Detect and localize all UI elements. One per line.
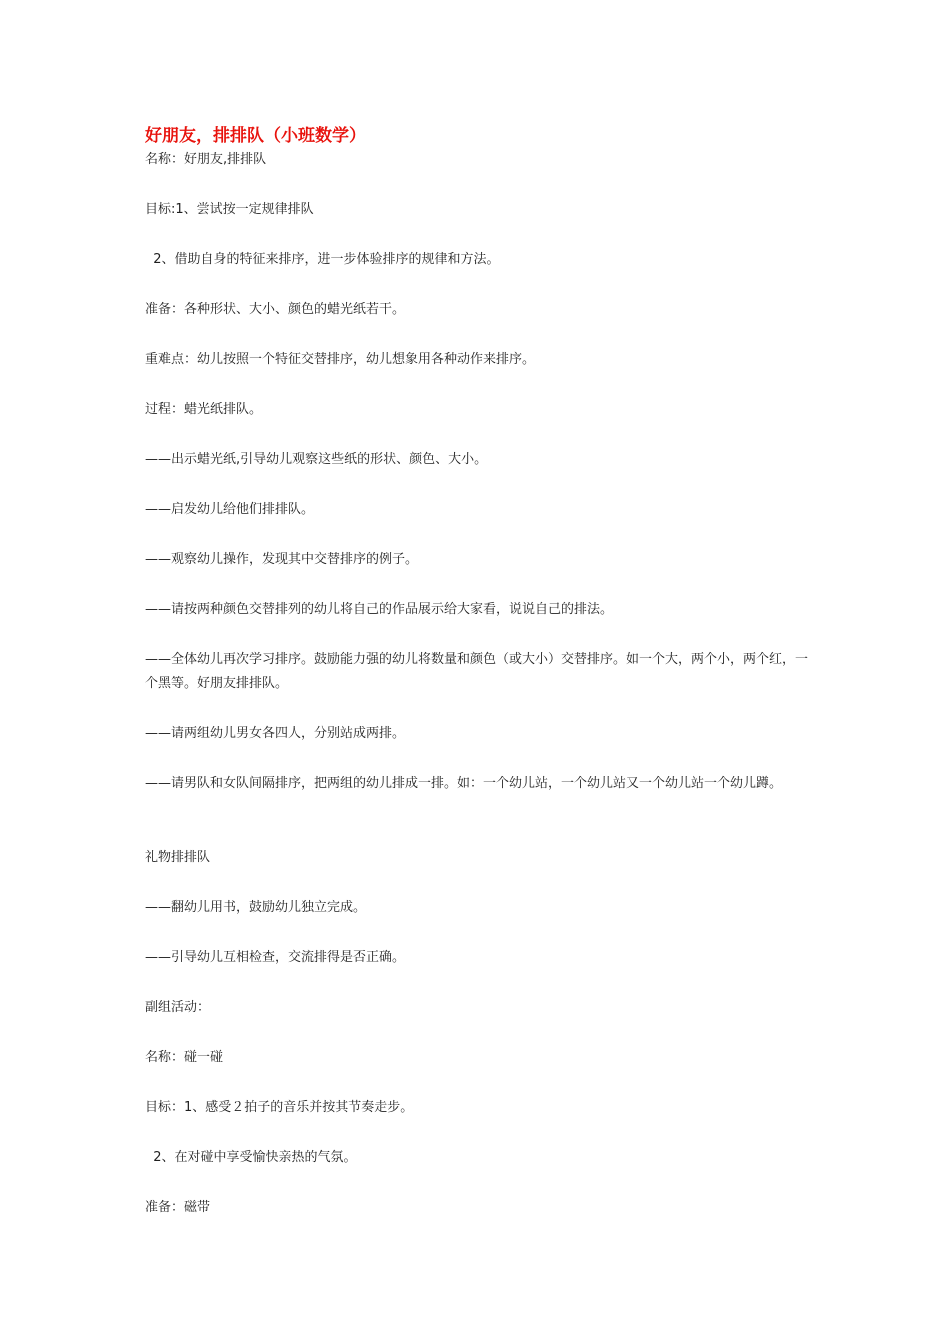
paragraph-step: ——启发幼儿给他们排排队。 [145, 502, 315, 517]
paragraph-sub-preparation: 准备：磁带 [145, 1200, 211, 1215]
paragraph-sub-activity: 副组活动： [145, 1000, 211, 1015]
paragraph-sub-goal-1: 目标：1、感受２拍子的音乐并按其节奏走步。 [145, 1100, 414, 1115]
paragraph-preparation: 准备：各种形状、大小、颜色的蜡光纸若干。 [145, 302, 406, 317]
paragraph-goal-2: 2、借助自身的特征来排序，进一步体验排序的规律和方法。 [145, 252, 500, 267]
paragraph-sub-goal-2: 2、在对碰中享受愉快亲热的气氛。 [145, 1150, 357, 1165]
paragraph-name: 名称：好朋友,排排队 [145, 152, 267, 167]
paragraph-key-points: 重难点：幼儿按照一个特征交替排序，幼儿想象用各种动作来排序。 [145, 352, 536, 367]
paragraph-step: ——请两组幼儿男女各四人，分别站成两排。 [145, 726, 406, 741]
paragraph-section-gifts: 礼物排排队 [145, 850, 211, 865]
paragraph-process: 过程：蜡光纸排队。 [145, 402, 263, 417]
paragraph-step: ——观察幼儿操作，发现其中交替排序的例子。 [145, 552, 419, 567]
paragraph-goal-1: 目标:1、尝试按一定规律排队 [145, 202, 314, 217]
paragraph-step: ——请按两种颜色交替排列的幼儿将自己的作品展示给大家看，说说自己的排法。 [145, 602, 614, 617]
paragraph-step: ——引导幼儿互相检查，交流排得是否正确。 [145, 950, 406, 965]
paragraph-step: ——请男队和女队间隔排序，把两组的幼儿排成一排。如：一个幼儿站，一个幼儿站又一个幼儿站一个幼儿蹲。 [145, 776, 783, 791]
paragraph-step: ——出示蜡光纸,引导幼儿观察这些纸的形状、颜色、大小。 [145, 452, 488, 467]
paragraph-step: ——全体幼儿再次学习排序。鼓励能力强的幼儿将数量和颜色（或大小）交替排序。如一个大，两个小，两个红，一个黑等。好朋友排排队。 [145, 652, 809, 691]
document-title: 好朋友，排排队（小班数学） [145, 126, 366, 146]
paragraph-sub-name: 名称：碰一碰 [145, 1050, 224, 1065]
paragraph-step: ——翻幼儿用书，鼓励幼儿独立完成。 [145, 900, 367, 915]
